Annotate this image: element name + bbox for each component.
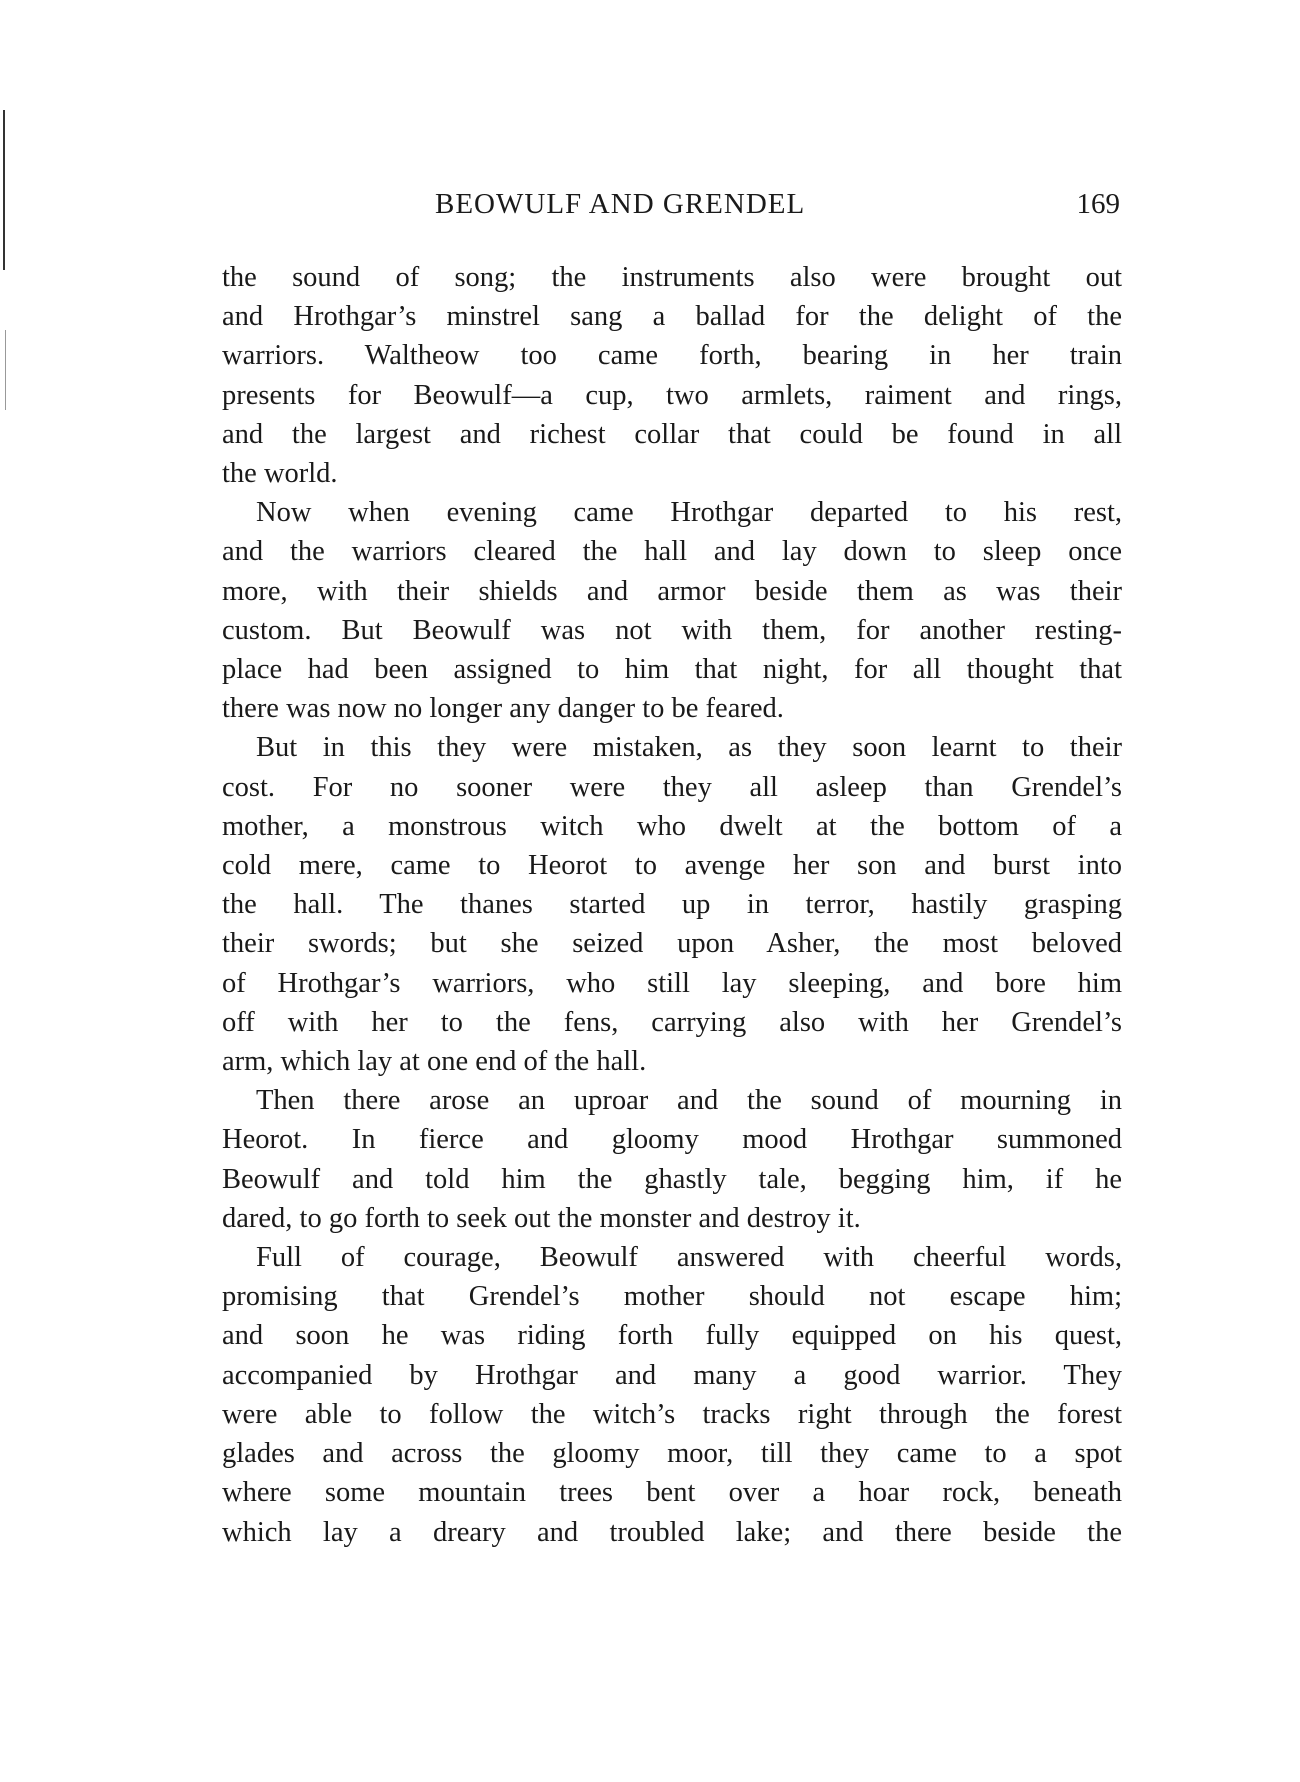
text-line <box>222 1473 1122 1512</box>
text-line <box>222 1513 1122 1552</box>
text-line <box>222 1395 1122 1434</box>
text-line <box>222 1042 1122 1081</box>
text-line <box>222 1238 1122 1277</box>
text-line <box>222 572 1122 611</box>
scan-edge-mark <box>5 330 6 410</box>
text-line <box>222 532 1122 571</box>
text-line <box>222 258 1122 297</box>
text-line <box>222 297 1122 336</box>
text-line <box>222 1356 1122 1395</box>
text-line-content: more, with their shields and armor beside them as was their <box>222 575 1122 607</box>
text-line-content: place had been assigned to him that night, for all thought that <box>222 654 1122 686</box>
text-line <box>222 1434 1122 1473</box>
text-line-content: dared, to go forth to seek out the monster and destroy it. <box>222 1202 861 1234</box>
text-line <box>222 1120 1122 1159</box>
running-title: BEOWULF AND GRENDEL <box>435 188 806 220</box>
page-number: 169 <box>1076 188 1120 220</box>
text-line-content: But in this they were mistaken, as they soon learnt to their <box>256 732 1122 764</box>
text-line-content: cold mere, came to Heorot to avenge her son and burst into <box>222 850 1122 882</box>
text-line <box>222 611 1122 650</box>
text-line-content: and soon he was riding forth fully equipped on his quest, <box>222 1320 1122 1352</box>
text-line-content: custom. But Beowulf was not with them, for another resting- <box>222 614 1122 646</box>
text-line-content: and Hrothgar’s minstrel sang a ballad for the delight of the <box>222 301 1122 333</box>
page-header <box>220 188 1120 228</box>
text-line-content: arm, which lay at one end of the hall. <box>222 1046 647 1078</box>
text-line-content: which lay a dreary and troubled lake; and there beside the <box>222 1516 1122 1548</box>
text-line-content: glades and across the gloomy moor, till they came to a spot <box>222 1438 1122 1470</box>
text-line <box>222 689 1122 728</box>
text-line <box>222 336 1122 375</box>
text-line-content: Now when evening came Hrothgar departed to his rest, <box>256 497 1122 529</box>
text-line-content: of Hrothgar’s warriors, who still lay sleeping, and bore him <box>222 967 1122 999</box>
text-line-content: mother, a monstrous witch who dwelt at the bottom of a <box>222 810 1122 842</box>
text-line-content: and the warriors cleared the hall and lay down to sleep once <box>222 536 1122 568</box>
text-line-content: warriors. Waltheow too came forth, bearing in her train <box>222 340 1122 372</box>
text-line <box>222 454 1122 493</box>
text-line <box>222 768 1122 807</box>
text-line-content: promising that Grendel’s mother should not escape him; <box>222 1281 1122 1313</box>
text-line-content: presents for Beowulf—a cup, two armlets, raiment and rings, <box>222 379 1122 411</box>
text-line-content: cost. For no sooner were they all asleep than Grendel’s <box>222 771 1122 803</box>
text-line <box>222 1316 1122 1355</box>
text-line <box>222 885 1122 924</box>
text-line-content: the hall. The thanes started up in terror, hastily grasping <box>222 889 1122 921</box>
text-line <box>222 1277 1122 1316</box>
text-line <box>222 650 1122 689</box>
text-line <box>222 924 1122 963</box>
text-line <box>222 807 1122 846</box>
text-line-content: their swords; but she seized upon Asher, the most beloved <box>222 928 1122 960</box>
text-line-content: Then there arose an uproar and the sound of mourning in <box>256 1085 1122 1117</box>
text-line <box>222 1199 1122 1238</box>
text-line <box>222 1081 1122 1120</box>
text-line <box>222 376 1122 415</box>
text-line-content: off with her to the fens, carrying also with her Grendel’s <box>222 1006 1122 1038</box>
text-line <box>222 1003 1122 1042</box>
text-line-content: and the largest and richest collar that could be found in all <box>222 418 1122 450</box>
text-line <box>222 728 1122 767</box>
text-line-content: were able to follow the witch’s tracks right through the forest <box>222 1398 1122 1430</box>
text-line-content: Heorot. In fierce and gloomy mood Hrothgar summoned <box>222 1124 1122 1156</box>
text-line-content: Full of courage, Beowulf answered with cheerful words, <box>256 1242 1122 1274</box>
text-line <box>222 415 1122 454</box>
text-line-content: the world. <box>222 458 338 490</box>
text-line-content: the sound of song; the instruments also were brought out <box>222 262 1122 293</box>
text-line-content: accompanied by Hrothgar and many a good warrior. They <box>222 1359 1122 1391</box>
text-line <box>222 846 1122 885</box>
text-line-content: there was now no longer any danger to be feared. <box>222 693 784 725</box>
scan-edge-mark <box>3 110 5 270</box>
text-line <box>222 493 1122 532</box>
text-line-content: Beowulf and told him the ghastly tale, begging him, if he <box>222 1163 1122 1195</box>
body-text <box>222 258 1122 1552</box>
text-line-content: where some mountain trees bent over a hoar rock, beneath <box>222 1477 1122 1509</box>
text-line <box>222 964 1122 1003</box>
text-line <box>222 1160 1122 1199</box>
